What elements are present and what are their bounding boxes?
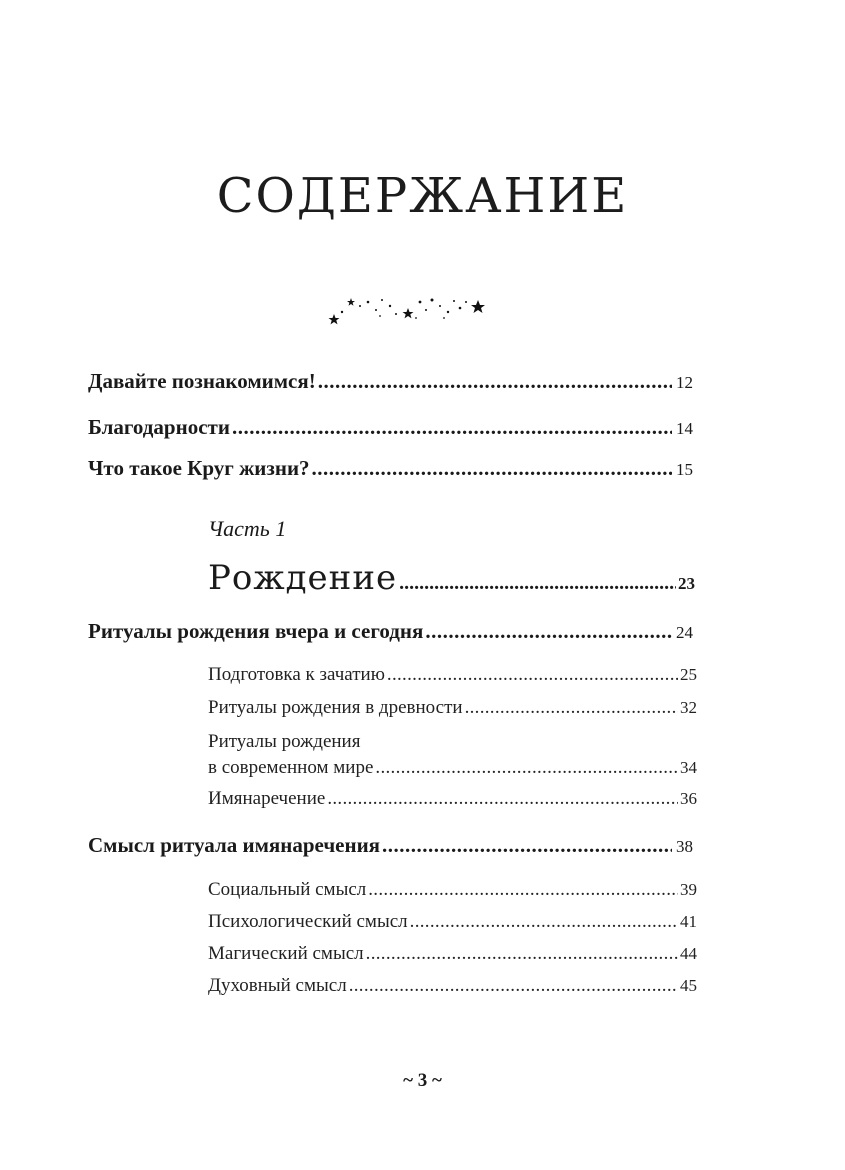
toc-entry-page: 14 [676,419,693,438]
toc-section-label: Ритуалы рождения вчера и сегодня [88,619,424,643]
toc-subentry-label: Магический смысл [208,943,364,964]
leader-dots [375,757,678,779]
toc-section-label: Смысл ритуала имянаречения [88,833,381,857]
leader-dots [349,975,678,997]
toc-section-page: 24 [676,623,693,642]
toc-section[interactable] [88,619,700,644]
toc-subentry[interactable] [208,879,700,901]
part-title: Рождение [208,558,398,598]
page-number: ~ 3 ~ [403,1070,442,1091]
leader-dots [368,879,678,901]
leader-dots [318,369,672,394]
leader-dots [366,943,678,965]
toc-section-page: 38 [676,837,693,856]
toc-subentry-page: 34 [680,758,697,777]
leader-dots [410,911,678,933]
toc-subentry-page: 45 [680,976,697,995]
star-icon [471,300,485,313]
toc-subentry[interactable] [208,911,700,933]
leader-dots [425,619,672,644]
toc-subentry[interactable] [208,664,700,686]
part-title-entry[interactable] [208,558,700,598]
toc-entry-page: 12 [676,373,693,392]
toc-subentry-page: 25 [680,665,697,684]
toc-subentry-page: 32 [680,698,697,717]
toc-entry[interactable] [88,456,700,481]
leader-dots [382,833,672,858]
part-label: Часть 1 [208,516,287,541]
leader-dots [387,664,678,686]
star-icon [329,314,340,324]
toc-entry-label: Давайте познакомимся! [88,369,316,393]
toc-subentry-page: 41 [680,912,697,931]
toc-subentry-page: 44 [680,944,697,963]
leader-dots [327,788,678,810]
leader-dots [312,456,672,481]
toc-entry[interactable] [88,369,700,394]
page-title: СОДЕРЖАНИЕ [216,168,629,224]
toc-subentry-label: Социальный смысл [208,879,367,900]
toc-subentry-label: в современном мире [208,757,374,778]
toc-subentry[interactable] [208,757,700,779]
toc-subentry-label: Подготовка к зачатию [208,664,385,685]
star-ornament-icon [320,292,490,326]
leader-dots [232,415,672,440]
toc-subentry-label-line1: Ритуалы рождения [208,731,361,752]
toc-entry-label: Что такое Круг жизни? [88,456,310,480]
toc-subentry-label: Ритуалы рождения в древности [208,697,463,718]
toc-subentry[interactable] [208,697,700,719]
leader-dots [465,697,678,719]
toc-subentry-page: 36 [680,789,697,808]
toc-entry-page: 15 [676,460,693,479]
toc-subentry[interactable] [208,975,700,997]
toc-subentry-label: Духовный смысл [208,975,347,996]
star-icon [347,298,355,306]
leader-dots [399,572,676,595]
star-icon [403,308,414,318]
toc-subentry-page: 39 [680,880,697,899]
toc-subentry[interactable] [208,943,700,965]
toc-subentry[interactable] [208,788,700,810]
toc-section[interactable] [88,833,700,858]
toc-subentry-label: Имянаречение [208,788,326,809]
toc-entry-label: Благодарности [88,415,230,439]
toc-subentry-label: Психологический смысл [208,911,408,932]
part-page: 23 [678,574,695,593]
toc-entry[interactable] [88,415,700,440]
